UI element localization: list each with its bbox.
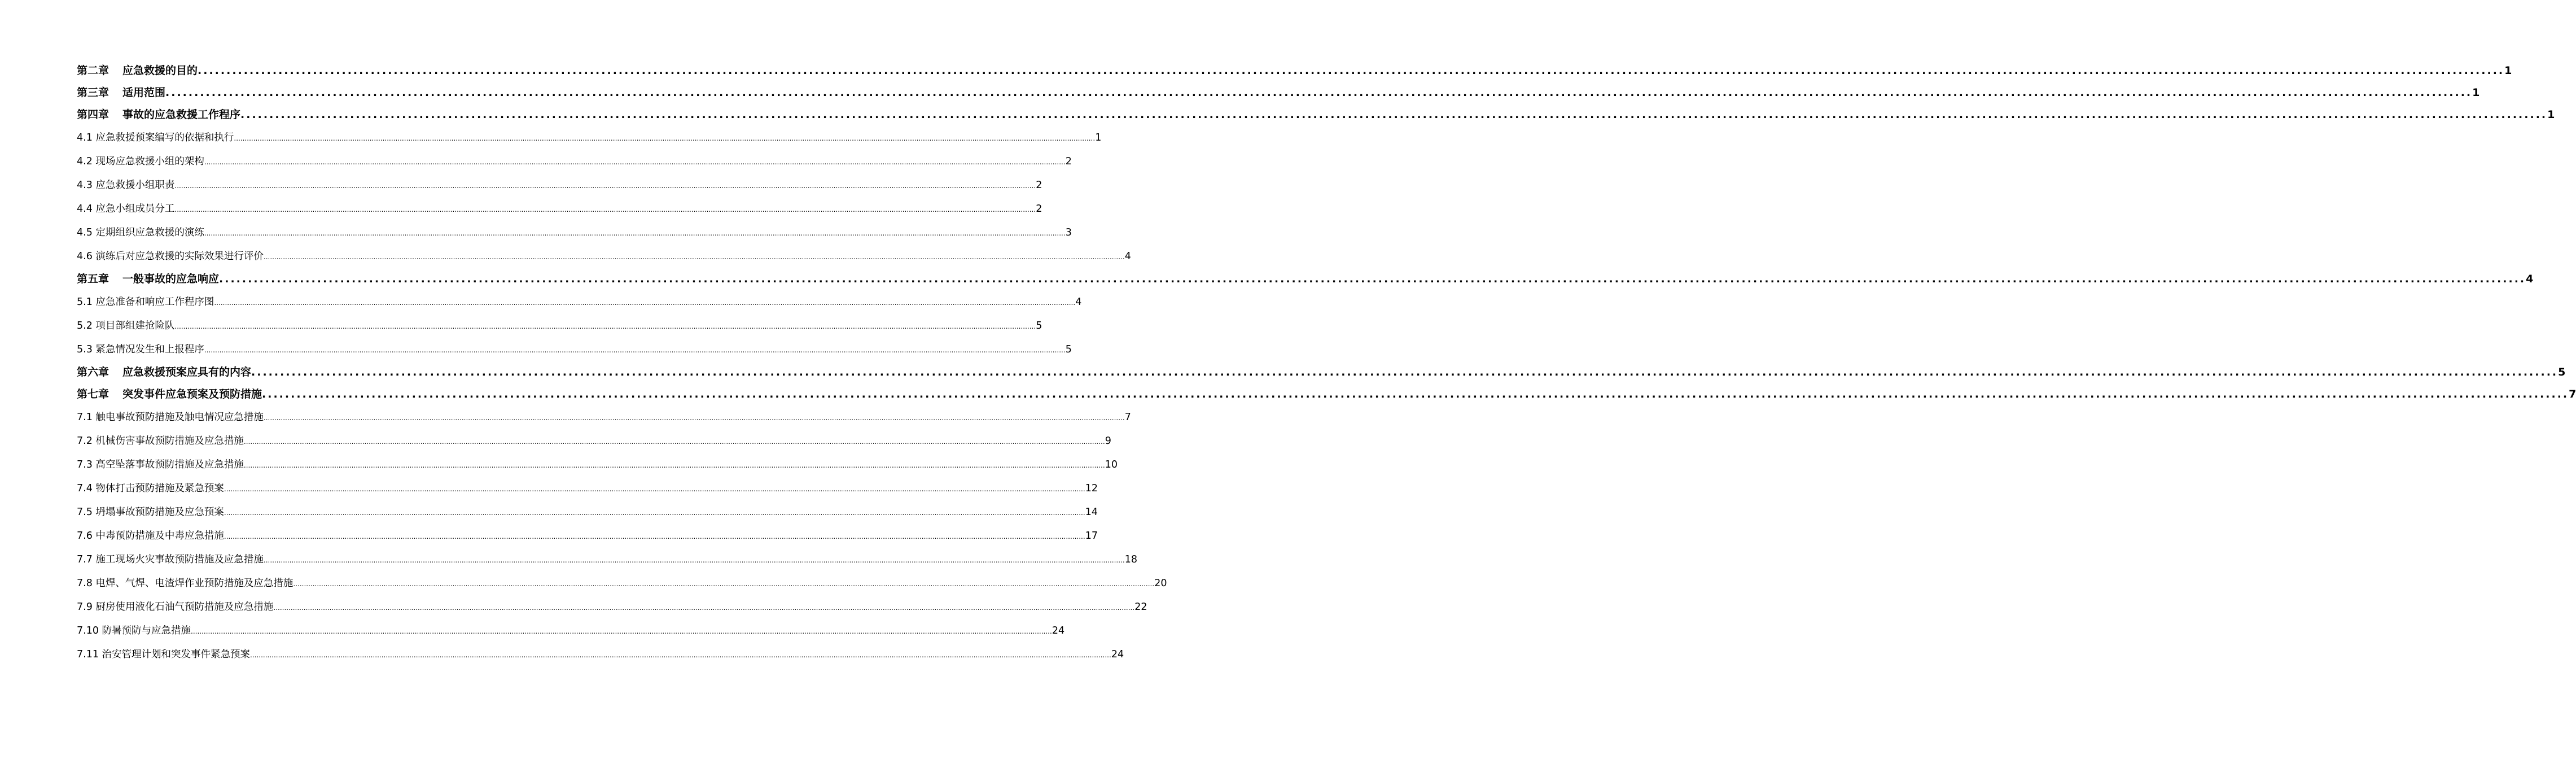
toc-page-number: 1	[2472, 86, 2480, 99]
toc-entry-title: 7.10 防暑预防与应急措施	[77, 625, 191, 636]
toc-entry-title: 7.3 高空坠落事故预防措施及应急措施	[77, 459, 244, 470]
toc-entry-title: 4.4 应急小组成员分工	[77, 203, 175, 215]
toc-section-entry[interactable]	[77, 548, 1137, 572]
toc-entry-title: 7.2 机械伤害事故预防措施及应急措施	[77, 435, 244, 447]
toc-page-number: 5	[1036, 320, 1042, 331]
toc-page-number: 7	[1124, 412, 1131, 423]
toc-page-number: 2	[1036, 180, 1042, 191]
toc-page-number: 22	[1134, 601, 1147, 613]
toc-entry-title: 5.1 应急准备和响应工作程序图	[77, 296, 214, 308]
toc-section-entry[interactable]	[77, 173, 1042, 197]
toc-dot-leader: ................................................................................................................................................................................................................................................................................................................................................................................................................	[174, 206, 1036, 213]
toc-dot-leader: ................................................................................................................................................................................................................................................................................................................................................................................................................	[293, 580, 1155, 588]
toc-section-entry[interactable]	[77, 245, 1131, 268]
toc-chapter-title: 应急救援预案应具有的内容	[122, 366, 252, 378]
toc-chapter-title: 一般事故的应急响应	[122, 273, 220, 285]
toc-page-number: 12	[1085, 483, 1098, 494]
toc-entry-title: 7.9 厨房使用液化石油气预防措施及应急措施	[77, 601, 274, 613]
toc-page-number: 20	[1154, 578, 1167, 589]
toc-chapter-entry[interactable]	[77, 60, 2512, 82]
toc-entry-title	[77, 104, 240, 126]
toc-page-number: 2	[1065, 156, 1072, 167]
toc-dot-leader: ................................................................................................................................................................................................................................................................................................................................................................................................................	[262, 388, 2569, 400]
toc-entry-title: 7.11 治安管理计划和突发事件紧急预案	[77, 649, 251, 660]
toc-section-entry[interactable]	[77, 197, 1042, 221]
toc-page-number: 10	[1105, 459, 1118, 470]
toc-dot-leader: ................................................................................................................................................................................................................................................................................................................................................................................................................	[174, 182, 1036, 190]
toc-entry-title	[77, 361, 251, 383]
toc-chapter-number: 第三章	[77, 86, 109, 99]
toc-page-number: 24	[1052, 625, 1065, 636]
toc-page-number: 4	[1075, 296, 1082, 308]
toc-dot-leader: ................................................................................................................................................................................................................................................................................................................................................................................................................	[204, 229, 1066, 237]
toc-chapter-title: 适用范围	[122, 86, 166, 99]
toc-dot-leader: ................................................................................................................................................................................................................................................................................................................................................................................................................	[165, 86, 2473, 99]
toc-page-number: 14	[1085, 507, 1098, 518]
toc-chapter-title: 突发事件应急预案及预防措施	[122, 388, 262, 400]
toc-chapter-number: 第五章	[77, 273, 109, 285]
toc-page-number: 1	[1095, 132, 1102, 143]
toc-chapter-entry[interactable]	[77, 383, 2576, 405]
toc-section-entry[interactable]	[77, 221, 1072, 245]
toc-entry-title: 4.5 定期组织应急救援的演练	[77, 227, 204, 238]
toc-section-entry[interactable]	[77, 572, 1167, 595]
toc-dot-leader: ................................................................................................................................................................................................................................................................................................................................................................................................................	[263, 253, 1125, 261]
toc-dot-leader: ................................................................................................................................................................................................................................................................................................................................................................................................................	[250, 651, 1111, 659]
toc-dot-leader: ................................................................................................................................................................................................................................................................................................................................................................................................................	[224, 509, 1085, 517]
toc-entry-title	[77, 383, 262, 405]
toc-chapter-entry[interactable]	[77, 361, 2566, 383]
toc-dot-leader: ................................................................................................................................................................................................................................................................................................................................................................................................................	[174, 322, 1036, 330]
toc-dot-leader: ................................................................................................................................................................................................................................................................................................................................................................................................................	[243, 438, 1105, 446]
toc-entry-title: 7.5 坍塌事故预防措施及应急预案	[77, 507, 224, 518]
table-of-contents	[77, 60, 2576, 666]
toc-entry-title: 7.7 施工现场火灾事故预防措施及应急措施	[77, 554, 264, 565]
toc-dot-leader: ................................................................................................................................................................................................................................................................................................................................................................................................................	[243, 461, 1105, 469]
toc-page-number: 4	[1124, 251, 1131, 262]
toc-entry-title: 5.2 项目部组建抢险队	[77, 320, 175, 331]
toc-chapter-entry[interactable]	[77, 82, 2480, 104]
toc-entry-title: 4.2 现场应急救援小组的架构	[77, 156, 204, 167]
toc-entry-title	[77, 82, 165, 104]
toc-page-number: 5	[2558, 366, 2566, 378]
toc-dot-leader: ................................................................................................................................................................................................................................................................................................................................................................................................................	[204, 346, 1066, 354]
toc-dot-leader: ................................................................................................................................................................................................................................................................................................................................................................................................................	[234, 134, 1096, 142]
toc-dot-leader: ................................................................................................................................................................................................................................................................................................................................................................................................................	[224, 485, 1085, 493]
toc-chapter-number: 第四章	[77, 108, 109, 121]
toc-dot-leader: ................................................................................................................................................................................................................................................................................................................................................................................................................	[204, 158, 1066, 166]
toc-section-entry[interactable]	[77, 290, 1082, 314]
toc-entry-title	[77, 268, 219, 290]
toc-chapter-title: 应急救援的目的	[122, 64, 198, 77]
toc-dot-leader: ................................................................................................................................................................................................................................................................................................................................................................................................................	[219, 273, 2526, 285]
toc-page-number: 1	[2504, 64, 2512, 77]
toc-page-number: 9	[1105, 435, 1111, 447]
toc-page-number: 3	[1065, 227, 1072, 238]
toc-section-entry[interactable]	[77, 405, 1131, 429]
toc-section-entry[interactable]	[77, 150, 1072, 173]
toc-section-entry[interactable]	[77, 595, 1147, 619]
toc-entry-title: 7.1 触电事故预防措施及触电情况应急措施	[77, 412, 264, 423]
toc-chapter-title: 事故的应急救援工作程序	[122, 108, 241, 121]
toc-entry-title: 4.6 演练后对应急救援的实际效果进行评价	[77, 251, 264, 262]
toc-section-entry[interactable]	[77, 524, 1098, 548]
toc-dot-leader: ................................................................................................................................................................................................................................................................................................................................................................................................................	[191, 627, 1052, 635]
toc-section-entry[interactable]	[77, 453, 1118, 477]
toc-chapter-entry[interactable]	[77, 104, 2555, 126]
toc-page-number: 5	[1065, 344, 1072, 355]
toc-dot-leader: ................................................................................................................................................................................................................................................................................................................................................................................................................	[251, 366, 2559, 378]
toc-dot-leader: ................................................................................................................................................................................................................................................................................................................................................................................................................	[273, 604, 1135, 612]
toc-entry-title: 7.4 物体打击预防措施及紧急预案	[77, 483, 224, 494]
toc-dot-leader: ................................................................................................................................................................................................................................................................................................................................................................................................................	[240, 108, 2548, 121]
toc-chapter-number: 第七章	[77, 388, 109, 400]
toc-section-entry[interactable]	[77, 500, 1098, 524]
toc-entry-title: 4.1 应急救援预案编写的依据和执行	[77, 132, 234, 143]
toc-chapter-number: 第二章	[77, 64, 109, 77]
toc-dot-leader: ................................................................................................................................................................................................................................................................................................................................................................................................................	[214, 299, 1076, 307]
toc-section-entry[interactable]	[77, 477, 1098, 500]
toc-page-number: 18	[1124, 554, 1137, 565]
toc-dot-leader: ................................................................................................................................................................................................................................................................................................................................................................................................................	[198, 64, 2505, 77]
toc-section-entry[interactable]	[77, 643, 1124, 666]
toc-section-entry[interactable]	[77, 314, 1042, 338]
toc-dot-leader: ................................................................................................................................................................................................................................................................................................................................................................................................................	[263, 414, 1125, 422]
toc-entry-title	[77, 60, 198, 82]
toc-section-entry[interactable]	[77, 338, 1072, 361]
toc-chapter-number: 第六章	[77, 366, 109, 378]
toc-page-number: 7	[2569, 388, 2576, 400]
toc-page-number: 4	[2526, 273, 2534, 285]
toc-section-entry[interactable]	[77, 429, 1111, 453]
toc-page-number: 24	[1111, 649, 1124, 660]
toc-page-number: 1	[2547, 108, 2555, 121]
toc-dot-leader: ................................................................................................................................................................................................................................................................................................................................................................................................................	[224, 533, 1085, 540]
toc-page-number: 17	[1085, 530, 1098, 542]
toc-section-entry[interactable]	[77, 126, 1102, 150]
toc-dot-leader: ................................................................................................................................................................................................................................................................................................................................................................................................................	[263, 556, 1125, 564]
toc-entry-title: 7.8 电焊、气焊、电渣焊作业预防措施及应急措施	[77, 578, 293, 589]
toc-entry-title: 4.3 应急救援小组职责	[77, 180, 175, 191]
toc-chapter-entry[interactable]	[77, 268, 2534, 290]
toc-entry-title: 5.3 紧急情况发生和上报程序	[77, 344, 204, 355]
toc-page-number: 2	[1036, 203, 1042, 215]
toc-entry-title: 7.6 中毒预防措施及中毒应急措施	[77, 530, 224, 542]
toc-section-entry[interactable]	[77, 619, 1065, 643]
